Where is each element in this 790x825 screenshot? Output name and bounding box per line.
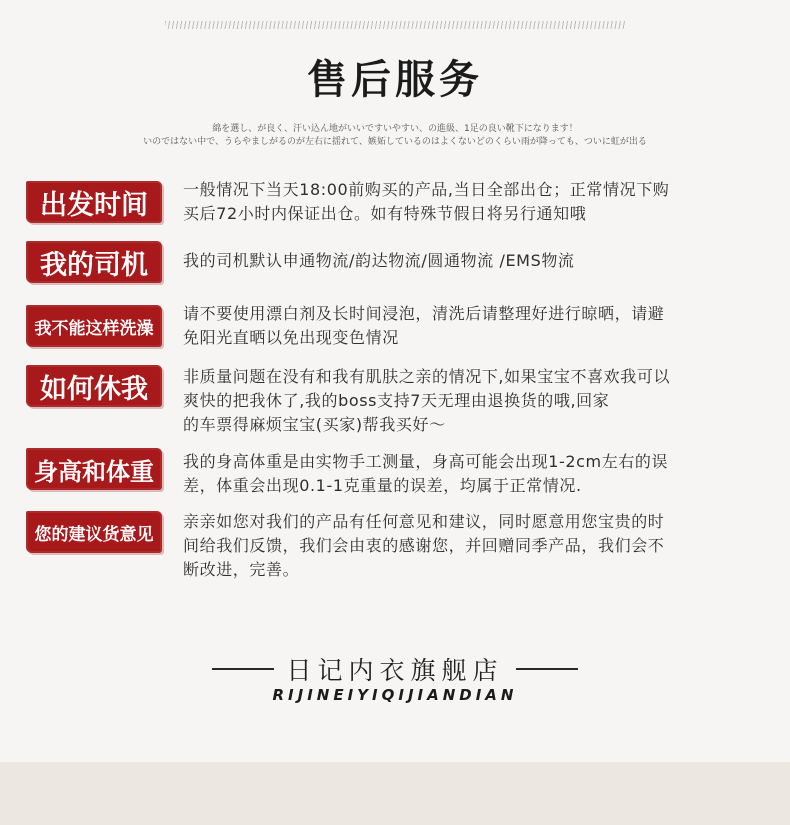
text-line: 差，体重会出现0.1-1克重量的误差，均属于正常情况. — [183, 476, 582, 495]
text-line: 一般情况下当天18:00前购买的产品,当日全部出仓；正常情况下购 — [183, 180, 670, 199]
section-text-shipping-time — [183, 178, 773, 226]
page-title: 售后服务 — [307, 56, 483, 103]
section-text-courier — [183, 249, 773, 273]
section-text-feedback — [183, 510, 773, 582]
section-badge-shipping-time: 出发时间 — [26, 181, 162, 223]
text-line: 间给我们反馈，我们会由衷的感谢您，并回赠同季产品，我们会不 — [183, 536, 665, 555]
bottom-band — [0, 762, 790, 825]
section-badge-returns: 如何休我 — [26, 365, 162, 407]
top-decorative-rule — [165, 21, 625, 29]
text-line: 的车票得麻烦宝宝(买家)帮我买好～ — [183, 415, 446, 434]
section-badge-size-weight: 身高和体重 — [26, 448, 162, 490]
text-line: 买后72小时内保证出仓。如有特殊节假日将另行通知哦 — [183, 204, 587, 223]
text-line: 爽快的把我休了,我的boss支持7天无理由退换货的哦,回家 — [183, 391, 610, 410]
footer-store-title — [0, 651, 790, 687]
section-text-size-weight — [183, 450, 773, 498]
footer-line-right — [516, 668, 578, 670]
footer-store-pinyin: RIJINEIYIQIJIANDIAN — [272, 686, 518, 704]
text-line: 免阳光直晒以免出现变色情况 — [183, 328, 399, 347]
text-line: 请不要使用漂白剂及长时间浸泡，清洗后请整理好进行晾晒，请避 — [183, 304, 665, 323]
footer-line-left — [212, 668, 274, 670]
text-line: 断改进，完善。 — [183, 560, 300, 579]
section-text-returns — [183, 365, 773, 437]
text-line: 非质量问题在没有和我有肌肤之亲的情况下,如果宝宝不喜欢我可以 — [183, 367, 671, 386]
section-badge-courier: 我的司机 — [26, 241, 162, 283]
section-badge-washing: 我不能这样洗澡 — [26, 305, 162, 347]
intro-line-2: いのではない中で、うらやましがるのが左右に揺れて、嫉妬しているのはよくないどのくらい雨が降っても、ついに虹が出る — [143, 137, 647, 147]
section-text-washing — [183, 302, 773, 350]
text-line: 亲亲如您对我们的产品有任何意见和建议，同时愿意用您宝贵的时 — [183, 512, 665, 531]
text-line: 我的司机默认申通物流/韵达物流/圆通物流 /EMS物流 — [183, 251, 575, 270]
text-line: 我的身高体重是由实物手工测量，身高可能会出现1-2cm左右的误 — [183, 452, 669, 471]
section-badge-feedback: 您的建议货意见 — [26, 511, 162, 553]
intro-line-1: 綿を選し、が良く、汗い込ん地がいいですいやすい、の進級、1足の良い靴下になります！ — [212, 124, 578, 134]
footer-store-name: 日记内衣旗舰店 — [286, 656, 504, 685]
